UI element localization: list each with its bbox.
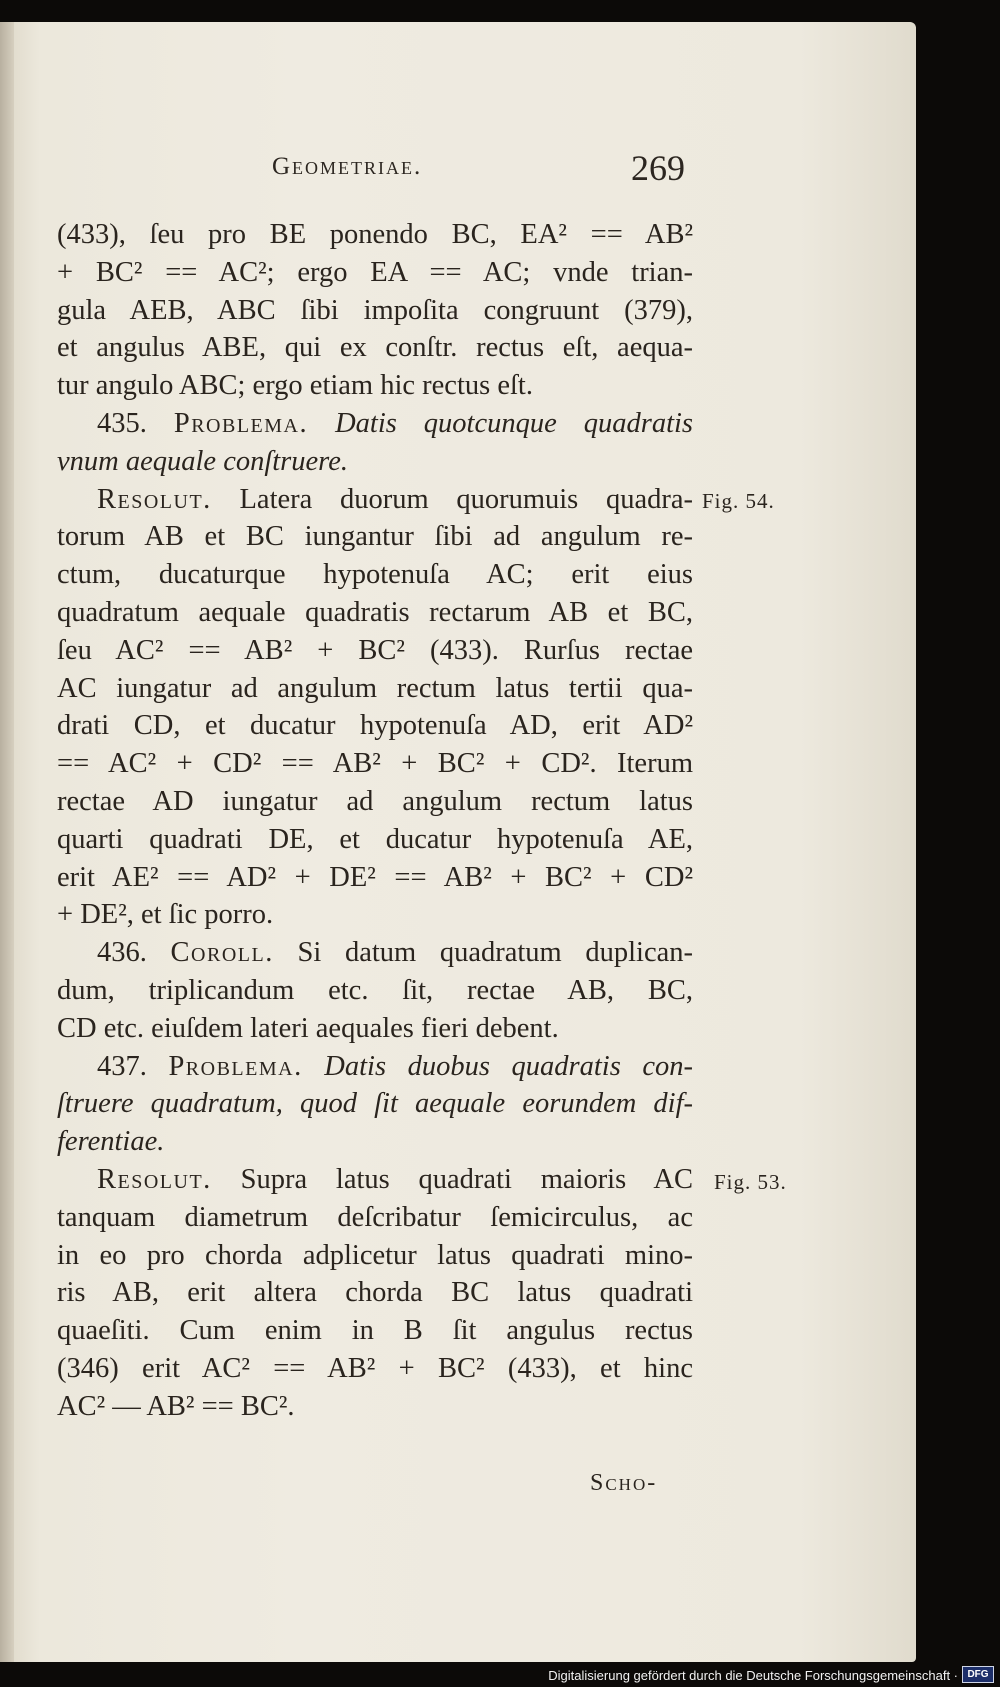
text-line: + DE², et ſic porro. [57,899,274,931]
text-span: Latera duorum quorumuis quadra- [239,483,694,515]
section-label: Problema. [168,1050,303,1082]
text-line: ctum, ducaturque hypotenuſa AC; erit eius [57,559,693,591]
footer-bar [0,1662,1000,1687]
text-line: ſeu AC² == AB² + BC² (433). Rurſus rectae [57,634,693,666]
text-line: in eo pro chorda adplicetur latus quadrati mino- [57,1239,693,1271]
catchword: Scho- [590,1470,658,1496]
section-label: Problema. [173,407,309,439]
section-title-cont: vnum aequale conſtruere. [57,445,348,477]
text-line: + BC² == AC²; ergo EA == AC; vnde trian- [57,256,693,288]
section-title-cont: ferentiae. [57,1126,165,1158]
text-line: AC² — AB² == BC². [57,1390,295,1422]
section-number: 435. [97,407,147,439]
page-header [0,147,916,197]
section-label: Coroll. [170,937,274,969]
text-line: ris AB, erit altera chorda BC latus quadrati [57,1277,693,1309]
text-line: quadratum aequale quadratis rectarum AB et BC, [57,596,693,628]
funding-credit: Digitalisierung gefördert durch die Deutsche Forschungsgemeinschaft · [548,1668,958,1683]
page-gutter [0,22,14,1662]
text-line: CD etc. eiuſdem lateri aequales fieri debent. [57,1012,559,1044]
section-title-cont: ſtruere quadratum, quod ſit aequale eorundem dif- [57,1088,693,1120]
section-435-heading [57,405,693,443]
text-line: tanquam diametrum deſcribatur ſemicirculus, ac [57,1201,693,1233]
resolut-53-first-line [57,1161,693,1199]
section-number: 437. [97,1050,147,1082]
text-line: gula AEB, ABC ſibi impoſita congruunt (379), [57,294,693,326]
text-line: == AC² + CD² == AB² + BC² + CD². Iterum [57,748,693,780]
text-line: drati CD, et ducatur hypotenuſa AD, erit AD² [57,710,693,742]
section-title: Datis duobus quadratis con- [324,1050,694,1082]
body-text [57,216,693,1426]
margin-figure-ref: Fig. 54. [702,489,775,513]
book-page [0,22,916,1662]
text-line: (433), ſeu pro BE ponendo BC, EA² == AB² [57,219,693,250]
text-line: dum, triplicandum etc. ſit, rectae AB, BC, [57,974,693,1006]
running-head: Geometriae. [272,153,423,180]
text-line: (346) erit AC² == AB² + BC² (433), et hinc [57,1352,693,1384]
margin-figure-ref: Fig. 53. [714,1170,787,1194]
text-span: Si datum quadratum duplican- [297,937,694,969]
text-line: tur angulo ABC; ergo etiam hic rectus eſt. [57,370,533,402]
text-line: quaeſiti. Cum enim in B ſit angulus rectus [57,1315,693,1347]
text-line: torum AB et BC iungantur ſibi ad angulum re- [57,521,693,553]
section-437-heading [57,1048,693,1086]
page-number: 269 [631,148,685,188]
text-span: Supra latus quadrati maioris AC [240,1163,694,1195]
text-line: et angulus ABE, qui ex conſtr. rectus eſt, aequa- [57,332,693,364]
text-line: AC iungatur ad angulum rectum latus tertii qua- [57,672,693,704]
dfg-logo-icon: DFG [962,1666,994,1683]
text-line: quarti quadrati DE, et ducatur hypotenuſa AE, [57,823,693,855]
resolut-label: Resolut. [97,483,212,515]
section-title: Datis quotcunque quadratis [335,407,694,439]
resolut-label: Resolut. [97,1163,212,1195]
text-line: erit AE² == AD² + DE² == AB² + BC² + CD² [57,861,693,893]
section-number: 436. [97,937,147,969]
resolut-54-first-line [57,481,693,519]
section-436-heading [57,934,693,972]
text-line: rectae AD iungatur ad angulum rectum latus [57,785,693,817]
